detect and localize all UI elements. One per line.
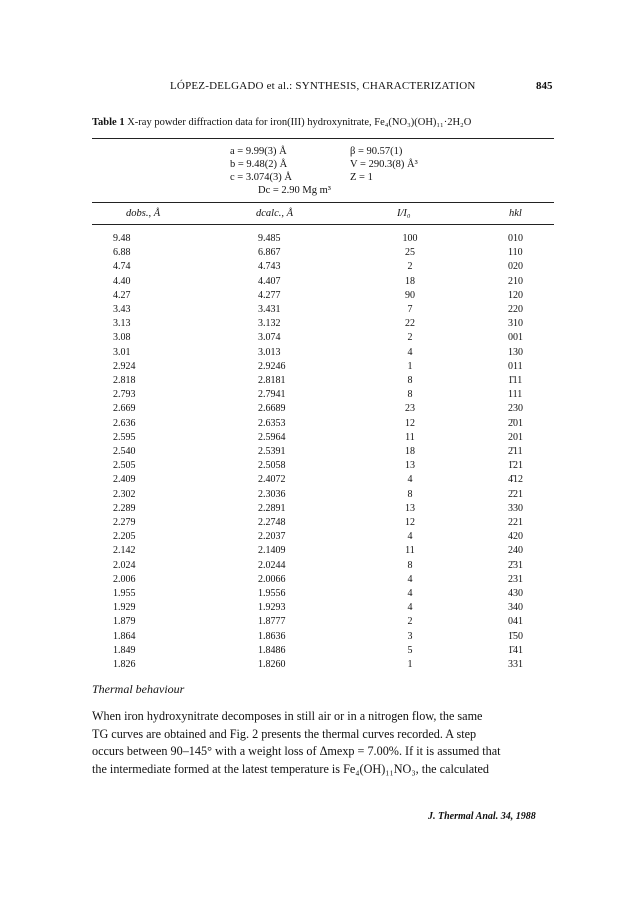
cell-dobs: 2.818 [113, 375, 136, 386]
cell-dcalc: 1.8777 [258, 616, 286, 628]
cell-dcalc: 3.431 [258, 304, 281, 315]
cell-dobs: 1.864 [113, 630, 136, 642]
cell-intensity: 4 [407, 346, 413, 358]
column-header-hkl: hkl [509, 208, 522, 219]
cell-dobs: 2.505 [113, 460, 136, 472]
cell-hkl: 4̄12 [508, 474, 523, 486]
cell-intensity: 1 [407, 360, 413, 372]
cell-hkl: 1̄50 [508, 630, 523, 642]
cell-hkl: 430 [508, 588, 523, 599]
body-line: the intermediate formed at the latest temperature is Fe₄(OH)₁₁NO₃, the calculated [92, 761, 490, 776]
cell-intensity: 18 [405, 446, 415, 457]
cell-dobs: 3.01 [113, 346, 131, 358]
cell-dobs: 2.302 [113, 488, 136, 500]
cell-dcalc: 2.9246 [258, 360, 286, 372]
cell-hkl: 2̄31 [508, 559, 523, 571]
cell-dcalc: 2.2748 [258, 517, 286, 528]
cell-hkl: 1̄21 [508, 460, 523, 472]
table-row [0, 600, 643, 615]
table-row [0, 387, 643, 402]
cell-intensity: 12 [405, 517, 415, 528]
table-row [0, 472, 643, 487]
cell-dobs: 2.636 [113, 417, 136, 429]
section-heading: Thermal behaviour [92, 682, 185, 696]
table-row [0, 515, 643, 530]
table-row [0, 643, 643, 658]
body-line: occurs between 90–145° with a weight loss of Δmexp = 7.00%. If it is assumed that [92, 744, 501, 758]
table-header-top-rule [92, 202, 554, 203]
table-row [0, 430, 643, 445]
cell-dobs: 9.48 [113, 233, 131, 244]
cell-hkl: 340 [508, 602, 523, 614]
cell-dobs: 3.13 [113, 318, 131, 330]
cell-hkl: 330 [508, 502, 523, 514]
cell-hkl: 020 [508, 261, 523, 273]
cell-dobs: 2.793 [113, 389, 136, 401]
cell-dcalc: 2.4072 [258, 474, 286, 486]
cell-intensity: 90 [405, 289, 415, 301]
cell-dcalc: 2.5391 [258, 446, 286, 457]
cell-dcalc: 3.132 [258, 318, 281, 330]
cell-hkl: 210 [508, 275, 523, 287]
cell-intensity: 4 [407, 474, 413, 486]
table-row [0, 345, 643, 360]
cell-dobs: 2.540 [113, 446, 136, 457]
table-row [0, 231, 643, 246]
cell-dcalc: 2.0066 [258, 573, 286, 585]
cell-intensity: 8 [407, 375, 413, 386]
table-row [0, 487, 643, 502]
cell-dcalc: 1.8486 [258, 644, 286, 656]
cell-dcalc: 2.6689 [258, 403, 286, 415]
cell-dcalc: 1.8636 [258, 630, 286, 642]
column-header-dobs: dobs., Å [126, 208, 161, 219]
cell-dcalc: 2.0244 [258, 559, 286, 571]
cell-hkl: 130 [508, 346, 523, 358]
param-b: b = 9.48(2) Å [230, 159, 288, 170]
table-row [0, 373, 643, 388]
table-row [0, 444, 643, 459]
cell-intensity: 4 [407, 531, 413, 543]
cell-dcalc: 2.2891 [258, 502, 286, 514]
cell-hkl: 221 [508, 517, 523, 528]
cell-dcalc: 9.485 [258, 233, 281, 244]
cell-intensity: 4 [407, 602, 413, 614]
cell-dcalc: 2.7941 [258, 389, 286, 401]
table-row [0, 416, 643, 431]
cell-dcalc: 1.9556 [258, 588, 286, 599]
cell-dobs: 2.595 [113, 431, 136, 443]
table-caption [92, 117, 572, 128]
cell-dcalc: 1.9293 [258, 602, 286, 614]
cell-hkl: 201 [508, 431, 523, 443]
cell-dcalc: 1.8260 [258, 659, 286, 670]
cell-dcalc: 2.8181 [258, 375, 286, 386]
table-row [0, 316, 643, 331]
cell-hkl: 110 [508, 247, 523, 259]
table-row [0, 586, 643, 601]
cell-intensity: 2 [407, 261, 413, 273]
table-row [0, 245, 643, 260]
cell-hkl: 011 [508, 360, 523, 372]
cell-dobs: 2.409 [113, 474, 136, 486]
cell-dobs: 1.826 [113, 659, 136, 670]
running-header [0, 80, 643, 94]
cell-dcalc: 2.5058 [258, 460, 286, 472]
table-row [0, 629, 643, 644]
body-paragraph [92, 708, 554, 778]
cell-intensity: 11 [405, 545, 415, 557]
cell-intensity: 22 [405, 318, 415, 330]
param-beta: β = 90.57(1) [350, 146, 403, 157]
cell-hkl: 120 [508, 289, 523, 301]
cell-dobs: 1.879 [113, 616, 136, 628]
cell-dobs: 3.43 [113, 304, 131, 315]
cell-dcalc: 2.2037 [258, 531, 286, 543]
cell-intensity: 4 [407, 588, 413, 599]
cell-dcalc: 4.277 [258, 289, 281, 301]
cell-hkl: 310 [508, 318, 523, 330]
cell-intensity: 1 [407, 659, 413, 670]
table-row [0, 302, 643, 317]
table-row [0, 274, 643, 289]
table-row [0, 330, 643, 345]
body-line: TG curves are obtained and Fig. 2 presents the thermal curves recorded. A step [92, 726, 477, 741]
table-row [0, 614, 643, 629]
param-a: a = 9.99(3) Å [230, 146, 287, 157]
cell-intensity: 2 [407, 332, 413, 344]
table-label: Table 1 [92, 117, 125, 128]
cell-intensity: 4 [407, 573, 413, 585]
cell-dobs: 4.74 [113, 261, 131, 273]
cell-hkl: 041 [508, 616, 523, 628]
cell-hkl: 331 [508, 659, 523, 670]
cell-dobs: 6.88 [113, 247, 131, 259]
cell-hkl: 220 [508, 304, 523, 315]
cell-hkl: 231 [508, 573, 523, 585]
table-row [0, 543, 643, 558]
cell-hkl: 420 [508, 531, 523, 543]
cell-hkl: 111 [508, 389, 523, 401]
table-row [0, 501, 643, 516]
cell-dcalc: 2.1409 [258, 545, 286, 557]
cell-dcalc: 2.3036 [258, 488, 286, 500]
column-header-intensity: I/I₀ [397, 208, 411, 219]
table-top-rule [92, 138, 554, 139]
cell-hkl: 2̄21 [508, 488, 523, 500]
cell-dobs: 2.289 [113, 502, 136, 514]
cell-dobs: 2.142 [113, 545, 136, 557]
cell-intensity: 8 [407, 389, 413, 401]
cell-intensity: 8 [407, 488, 413, 500]
page-number: 845 [536, 80, 553, 92]
cell-hkl: 001 [508, 332, 523, 344]
table-row [0, 558, 643, 573]
cell-intensity: 23 [405, 403, 415, 415]
cell-dcalc: 4.407 [258, 275, 281, 287]
cell-dobs: 1.849 [113, 644, 136, 656]
cell-hkl: 2̄01 [508, 417, 523, 429]
table-row [0, 529, 643, 544]
cell-intensity: 8 [407, 559, 413, 571]
param-z: Z = 1 [350, 172, 373, 183]
cell-intensity: 2 [407, 616, 413, 628]
param-volume: V = 290.3(8) Å³ [350, 159, 418, 170]
table-row [0, 259, 643, 274]
running-title: LÓPEZ-DELGADO et al.: SYNTHESIS, CHARACTERIZATION [170, 80, 476, 92]
cell-dcalc: 3.013 [258, 346, 281, 358]
cell-dcalc: 3.074 [258, 332, 281, 344]
cell-intensity: 18 [405, 275, 415, 287]
journal-footer: J. Thermal Anal. 34, 1988 [428, 811, 536, 822]
cell-dobs: 3.08 [113, 332, 131, 344]
table-row [0, 458, 643, 473]
cell-intensity: 100 [402, 233, 418, 244]
cell-dcalc: 2.6353 [258, 417, 286, 429]
table-caption-text: X-ray powder diffraction data for iron(III) hydroxynitrate, Fe₄(NO₃)(OH)₁₁·2H₂O [127, 117, 472, 128]
cell-dobs: 4.27 [113, 289, 131, 301]
cell-intensity: 11 [405, 431, 415, 443]
cell-dobs: 2.924 [113, 360, 136, 372]
column-header-dcalc: dcalc., Å [256, 208, 294, 219]
param-density: Dc = 2.90 Mg m³ [258, 185, 331, 196]
cell-hkl: 2̄11 [508, 446, 523, 457]
cell-dobs: 1.929 [113, 602, 136, 614]
cell-dobs: 2.024 [113, 559, 136, 571]
cell-dcalc: 6.867 [258, 247, 281, 259]
cell-intensity: 12 [405, 417, 415, 429]
table-row [0, 657, 643, 672]
cell-hkl: 1̄11 [508, 375, 523, 386]
body-line: When iron hydroxynitrate decomposes in still air or in a nitrogen flow, the same [92, 709, 483, 723]
cell-dcalc: 4.743 [258, 261, 281, 273]
cell-hkl: 230 [508, 403, 523, 415]
cell-intensity: 13 [405, 502, 415, 514]
cell-dobs: 2.006 [113, 573, 136, 585]
cell-intensity: 13 [405, 460, 415, 472]
cell-dobs: 4.40 [113, 275, 131, 287]
cell-dobs: 2.205 [113, 531, 136, 543]
table-row [0, 359, 643, 374]
table-column-headers [0, 208, 643, 222]
cell-dobs: 2.669 [113, 403, 136, 415]
cell-dcalc: 2.5964 [258, 431, 286, 443]
table-header-bottom-rule [92, 224, 554, 225]
param-c: c = 3.074(3) Å [230, 172, 292, 183]
cell-intensity: 3 [407, 630, 413, 642]
cell-dobs: 2.279 [113, 517, 136, 528]
cell-intensity: 7 [407, 304, 413, 315]
cell-intensity: 5 [407, 644, 413, 656]
table-row [0, 288, 643, 303]
cell-intensity: 25 [405, 247, 415, 259]
table-row [0, 572, 643, 587]
cell-hkl: 010 [508, 233, 523, 244]
cell-dobs: 1.955 [113, 588, 136, 599]
cell-hkl: 240 [508, 545, 523, 557]
cell-hkl: 1̄41 [508, 644, 523, 656]
table-row [0, 401, 643, 416]
